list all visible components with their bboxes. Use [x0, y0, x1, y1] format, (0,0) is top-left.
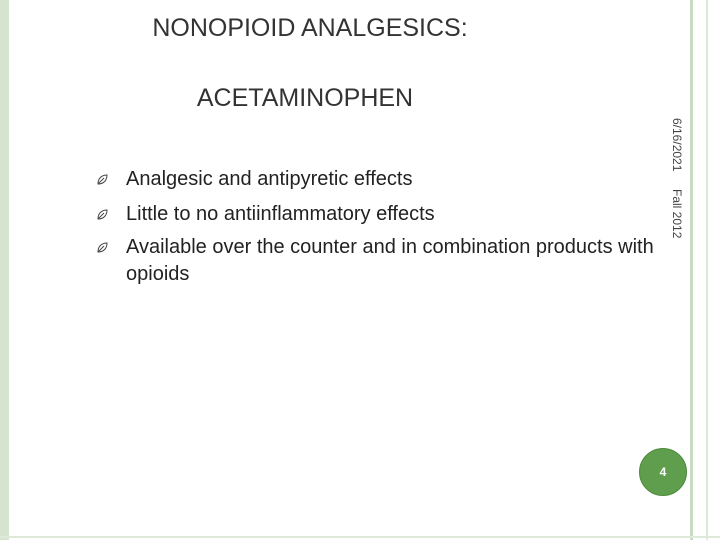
slide-title-line-1: NONOPIOID ANALGESICS: — [152, 14, 468, 42]
leaf-bullet-icon — [96, 242, 108, 254]
bullet-item — [96, 234, 656, 288]
slide-footer-term: Fall 2012 — [670, 189, 684, 239]
leaf-bullet-icon — [96, 174, 108, 186]
bullet-item — [96, 166, 656, 193]
bullet-text: Available over the counter and in combination products with opioids — [126, 236, 654, 285]
left-accent-band — [0, 0, 9, 540]
right-border-line-outer — [706, 0, 708, 540]
bottom-border-line — [0, 536, 720, 538]
slide-title-line-2: ACETAMINOPHEN — [196, 84, 414, 112]
bullet-item — [96, 201, 656, 228]
bullet-text: Little to no antiinflammatory effects — [126, 203, 435, 225]
bullet-text: Analgesic and antipyretic effects — [126, 168, 413, 190]
slide-date: 6/16/2021 — [670, 118, 684, 172]
right-border-line — [690, 0, 693, 540]
bullet-list — [96, 166, 656, 296]
page-number-badge: 4 — [639, 448, 687, 496]
leaf-bullet-icon — [96, 209, 108, 221]
